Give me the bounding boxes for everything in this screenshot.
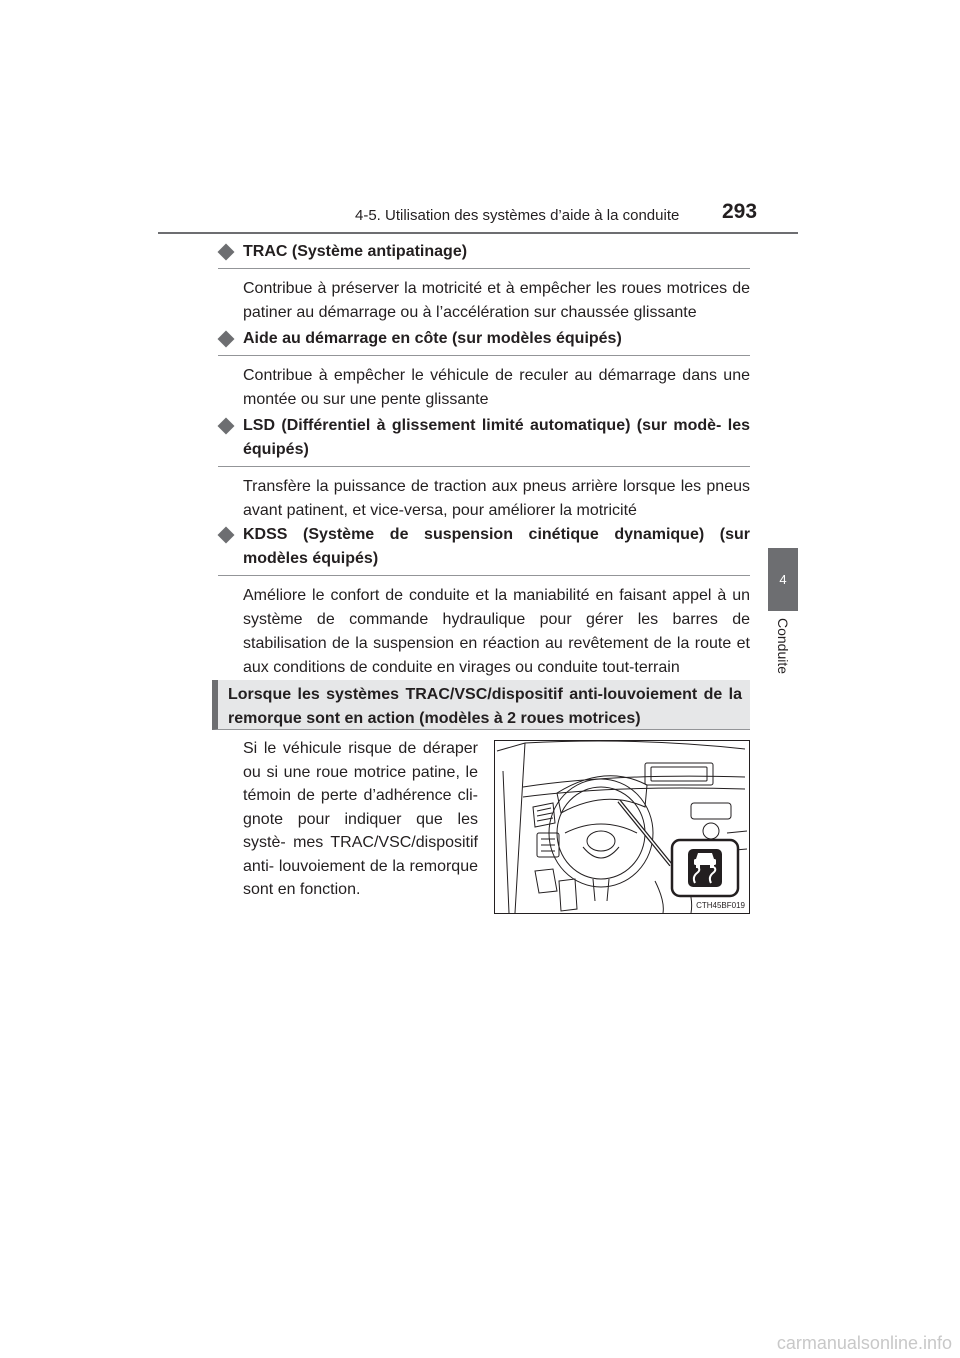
section-body: Améliore le confort de conduite et la maniabilité en faisant appel à un système de commande hydraulique pour gérer les barres de stabilisation de la suspension en réaction au revêtement de la route et aux conditions de conduite en virages ou conduite tout-terrain xyxy=(243,587,750,676)
chapter-tab-number: 4 xyxy=(779,572,787,587)
section-kdss xyxy=(218,523,750,680)
chapter-tab[interactable] xyxy=(768,548,798,611)
section-title xyxy=(218,240,750,264)
page-number: 293 xyxy=(722,200,758,223)
section-divider xyxy=(218,355,750,356)
slip-indicator-icon xyxy=(688,849,722,887)
section-title xyxy=(218,414,750,462)
section-title-text: Aide au démarrage en côte (sur modèles équipés) xyxy=(243,330,622,347)
section-title xyxy=(218,327,750,351)
diamond-bullet-icon xyxy=(218,527,235,544)
section-hill-start xyxy=(218,327,750,412)
dashboard-drawing xyxy=(495,741,750,914)
section-lsd xyxy=(218,414,750,523)
section-body: Transfère la puissance de traction aux pneus arrière lorsque les pneus avant patinent, et vice-versa, pour améliorer la motricité xyxy=(243,478,750,519)
chapter-tab-label xyxy=(767,616,799,676)
info-box-body: Si le véhicule risque de déraper ou si une roue motrice patine, le témoin de perte d’adhérence cli- gnote pour indiquer que les systè- mes TRAC/VSC/dispositif anti- louvoiement de la remorque sont en fonction. xyxy=(243,740,478,898)
section-title-text: TRAC (Système antipatinage) xyxy=(243,243,468,260)
diamond-bullet-icon xyxy=(218,331,235,348)
section-body: Contribue à préserver la motricité et à empêcher les roues motrices de patiner au démarrage ou à l’accélération sur chaussée glissante xyxy=(243,280,750,321)
section-divider xyxy=(218,268,750,269)
section-body: Contribue à empêcher le véhicule de reculer au démarrage dans une montée ou sur une pente glissante xyxy=(243,367,750,408)
section-title-text: KDSS (Système de suspension cinétique dynamique) (sur modèles équipés) xyxy=(243,526,750,567)
diamond-bullet-icon xyxy=(218,418,235,435)
header-divider xyxy=(158,232,798,234)
chapter-tab-name: Conduite xyxy=(775,617,792,675)
diamond-bullet-icon xyxy=(218,244,235,261)
section-divider xyxy=(218,575,750,576)
chapter-header: 4-5. Utilisation des systèmes d’aide à la conduite xyxy=(355,207,680,224)
section-trac xyxy=(218,240,750,325)
section-divider xyxy=(218,466,750,467)
dashboard-illustration xyxy=(494,740,750,914)
section-title-text: LSD (Différentiel à glissement limité automatique) (sur modè- les équipés) xyxy=(243,417,750,458)
section-title xyxy=(218,523,750,571)
footer-watermark: carmanualsonline.info xyxy=(776,1333,952,1353)
info-box-title: Lorsque les systèmes TRAC/VSC/dispositif anti-louvoiement de la remorque sont en action (modèles à 2 roues motrices) xyxy=(212,680,750,730)
illustration-code: CTH45BF019 xyxy=(696,901,745,910)
